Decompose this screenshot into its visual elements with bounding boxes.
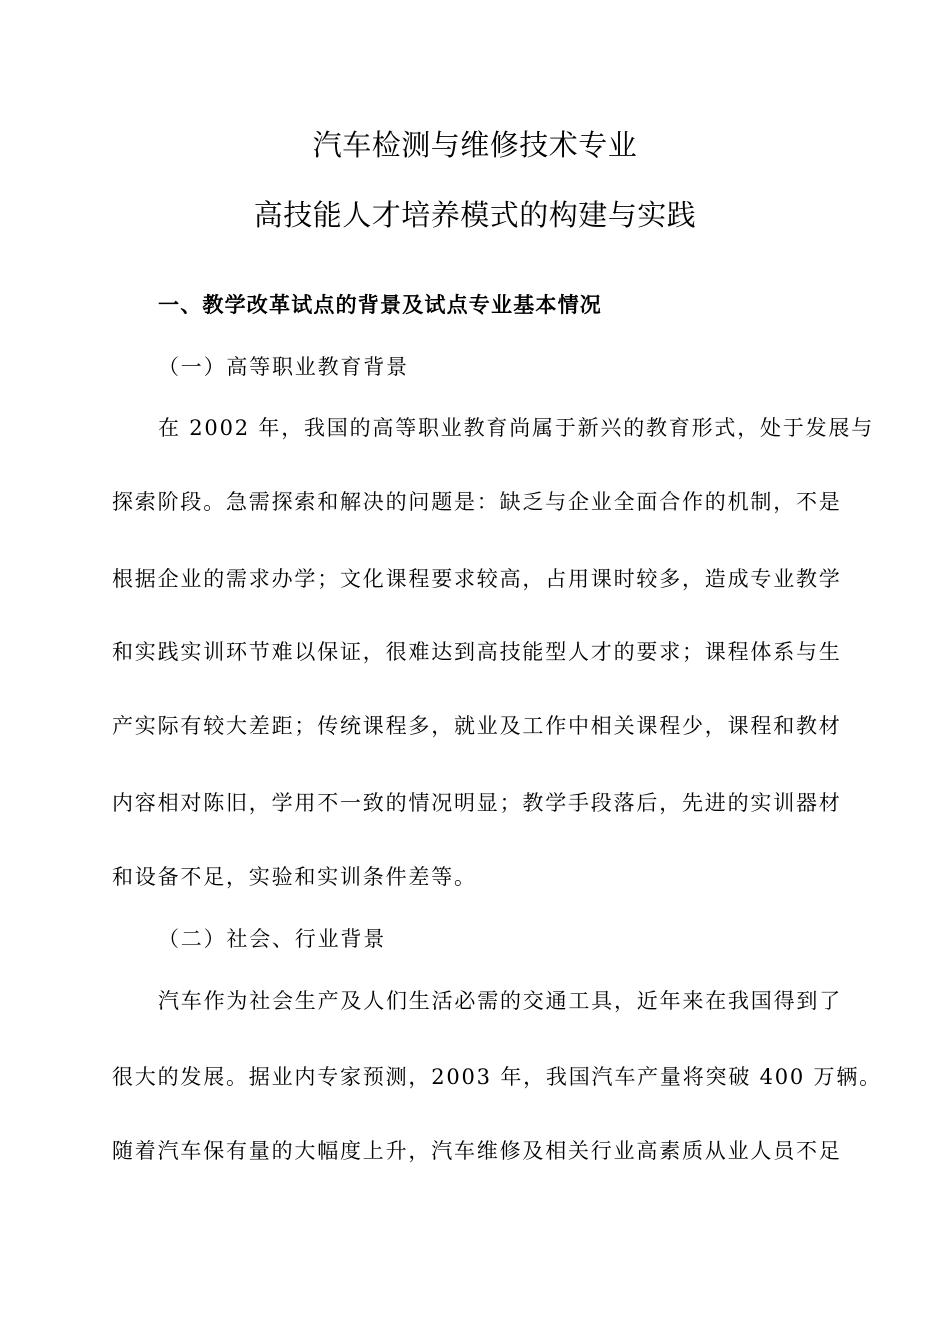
paragraph-1-line: 探索阶段。急需探索和解决的问题是：缺乏与企业全面合作的机制，不是 [112, 490, 842, 514]
paragraph-2-line: 随着汽车保有量的大幅度上升，汽车维修及相关行业高素质从业人员不足 [112, 1139, 842, 1163]
paragraph-2-line: 很大的发展。据业内专家预测，2003 年，我国汽车产量将突破 400 万辆。 [112, 1065, 882, 1089]
paragraph-1-line: 根据企业的需求办学；文化课程要求较高，占用课时较多，造成专业教学 [112, 567, 842, 591]
section-1-heading: 一、教学改革试点的背景及试点专业基本情况 [158, 292, 602, 317]
paragraph-1-line: 内容相对陈旧，学用不一致的情况明显；教学手段落后，先进的实训器材 [112, 791, 842, 815]
paragraph-1-line: 和实践实训环节难以保证，很难达到高技能型人才的要求；课程体系与生 [112, 640, 842, 664]
paragraph-2-line: 汽车作为社会生产及人们生活必需的交通工具，近年来在我国得到了 [158, 989, 842, 1013]
paragraph-1-line: 产实际有较大差距；传统课程多，就业及工作中相关课程少，课程和教材 [112, 714, 842, 738]
document-title-line-2: 高技能人才培养模式的构建与实践 [253, 198, 697, 232]
paragraph-1-line: 在 2002 年，我国的高等职业教育尚属于新兴的教育形式，处于发展与 [158, 416, 874, 440]
subsection-1-heading: （一）高等职业教育背景 [158, 355, 409, 379]
subsection-2-heading: （二）社会、行业背景 [158, 927, 386, 951]
paragraph-1-line: 和设备不足，实验和实训条件差等。 [112, 865, 477, 889]
document-title-line-1: 汽车检测与维修技术专业 [312, 128, 638, 162]
